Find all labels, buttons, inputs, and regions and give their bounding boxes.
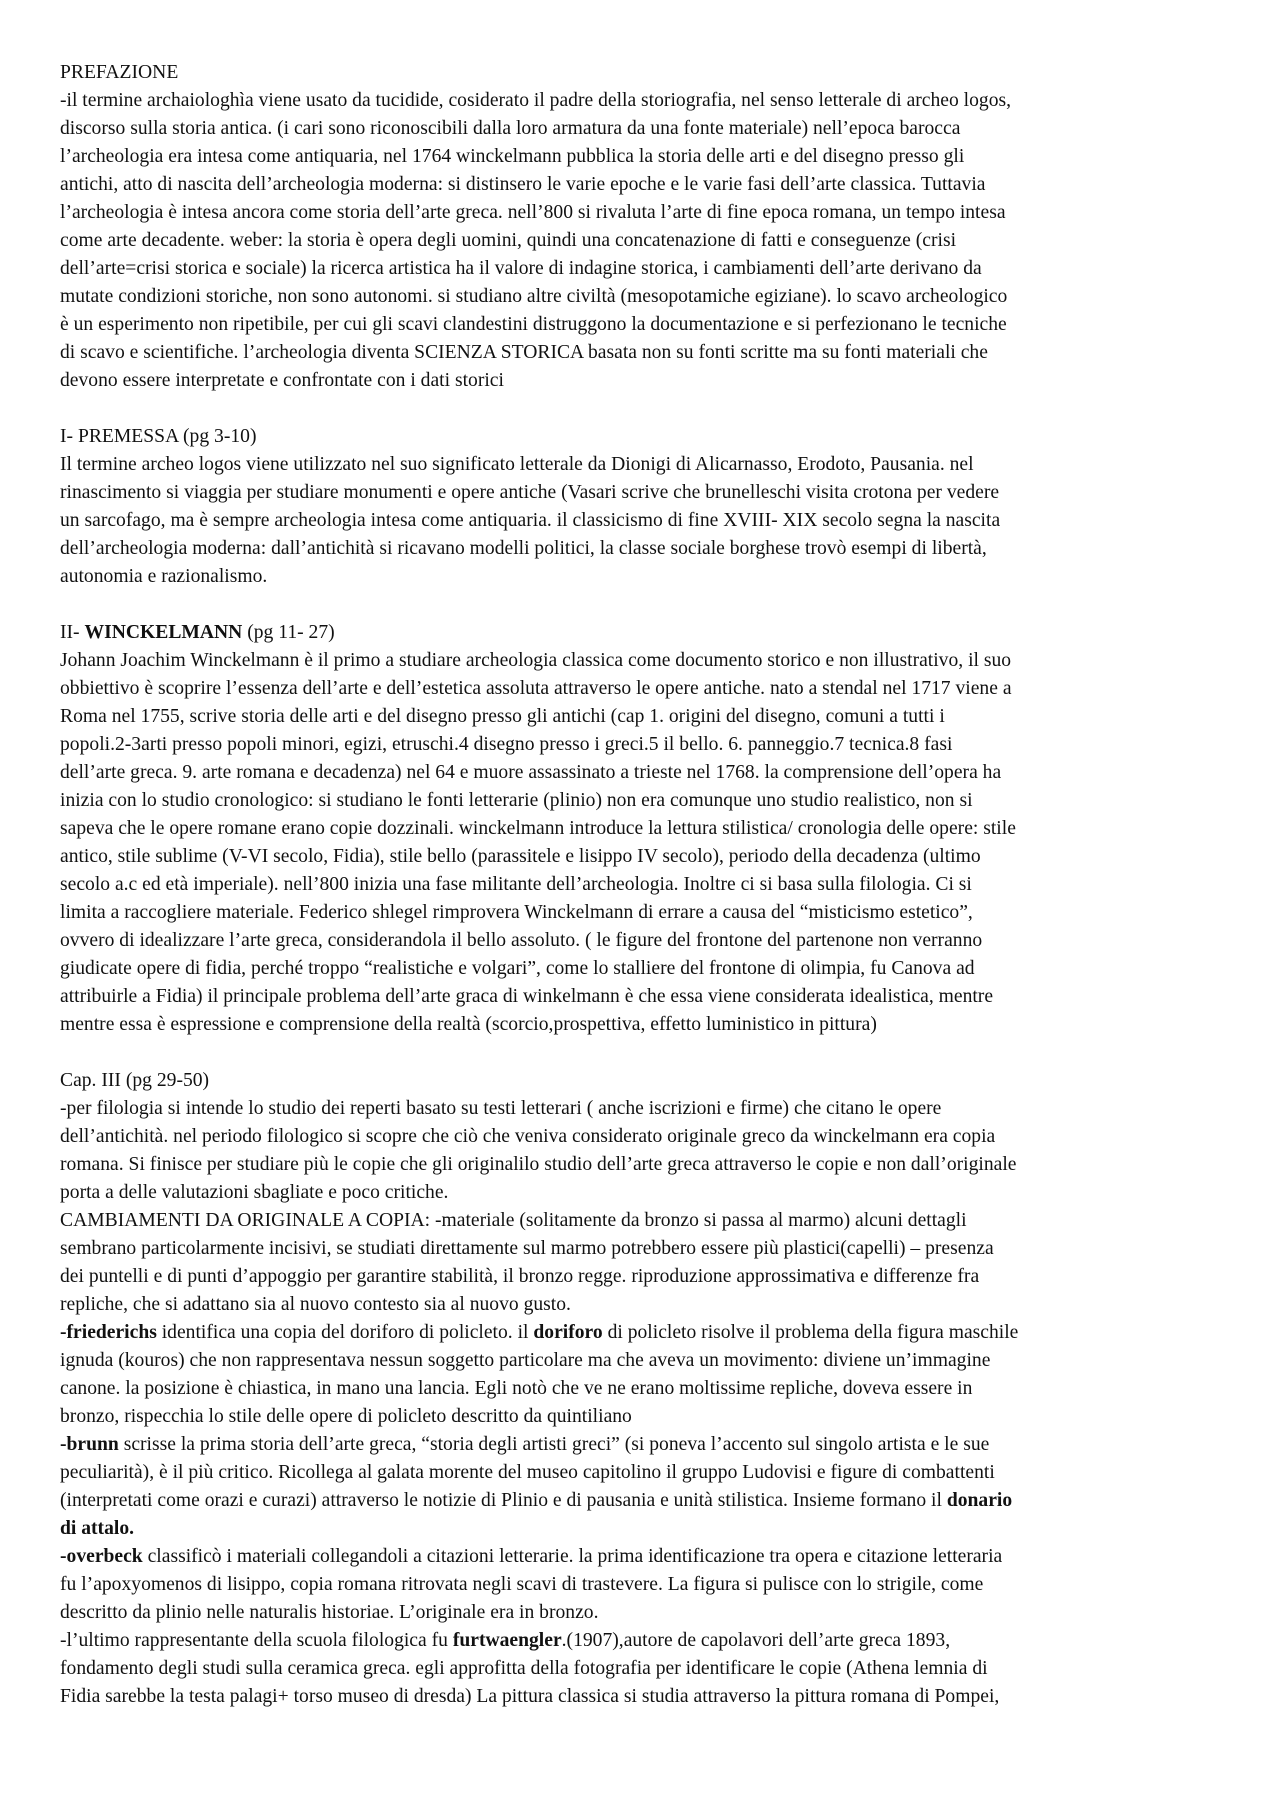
section-winckelmann (60, 619, 1230, 1039)
text-line: come arte decadente. weber: la storia è opera degli uomini, quindi una concatenazione di fatti e conseguenze (crisi (60, 230, 957, 251)
text-line-furtwaengler (60, 1627, 1230, 1655)
heading-suffix: (pg 11- 27) (242, 622, 335, 643)
text-line: fu l’apoxyomenos di lisippo, copia romana ritrovata negli scavi di trastevere. La figura si pulisce con lo strigile, come (60, 1574, 984, 1595)
text-line: ovvero di idealizzare l’arte greca, considerandola il bello assoluto. ( le figure del frontone del partenone non verranno (60, 930, 983, 951)
section-heading: PREFAZIONE (60, 62, 179, 83)
text-line: bronzo, rispecchia lo stile delle opere di policleto descritto da quintiliano (60, 1406, 632, 1427)
text-segment: (interpretati come orazi e curazi) attraverso le notizie di Plinio e di pausania e unità stilistica. Insieme formano il (60, 1490, 947, 1511)
heading-bold-name: WINCKELMANN (84, 622, 243, 643)
text-line: Roma nel 1755, scrive storia delle arti e del disegno presso gli antichi (cap 1. origini del disegno, comuni a tutti i (60, 706, 945, 727)
text-segment: scrisse la prima storia dell’arte greca, “storia degli artisti greci” (si poneva l’accento sul singolo artista e le sue (118, 1434, 990, 1455)
text-line: rinascimento si viaggia per studiare monumenti e opere antiche (Vasari scrive che brunelleschi visita crotona per vedere (60, 482, 1000, 503)
text-line: -il termine archaiologhìa viene usato da tucidide, cosiderato il padre della storiografia, nel senso letterale di archeo logos, (60, 90, 1012, 111)
text-line: autonomia e razionalismo. (60, 566, 268, 587)
text-line: dei puntelli e di punti d’appoggio per garantire stabilità, il bronzo regge. riproduzione approssimativa e differenze fra (60, 1266, 980, 1287)
text-segment: classificò i materiali collegandoli a citazioni letterarie. la prima identificazione tra opera e citazione letteraria (142, 1546, 1003, 1567)
text-segment: identifica una copia del doriforo di policleto. il (156, 1322, 534, 1343)
text-line: antichi, atto di nascita dell’archeologia moderna: si distinsero le varie epoche e le varie fasi dell’arte classica. Tuttavia (60, 174, 986, 195)
section-heading: Cap. III (pg 29-50) (60, 1070, 210, 1091)
text-line: inizia con lo studio cronologico: si studiano le fonti letterarie (plinio) non era comunque uno studio realistico, non si (60, 790, 973, 811)
text-line: giudicate opere di fidia, perché troppo “realistiche e volgari”, come lo stalliere del frontone di olimpia, fu Canova ad (60, 958, 975, 979)
heading-prefix: II- (60, 622, 85, 643)
text-line: mentre essa è espressione e comprensione della realtà (scorcio,prospettiva, effetto luministico in pittura) (60, 1014, 877, 1035)
text-line: romana. Si finisce per studiare più le copie che gli originalilo studio dell’arte greca attraverso le copie e non dall’originale (60, 1154, 1017, 1175)
text-line: discorso sulla storia antica. (i cari sono riconoscibili dalla loro armatura da una fonte materiale) nell’epoca barocca (60, 118, 961, 139)
text-line: dell’arte=crisi storica e sociale) la ricerca artistica ha il valore di indagine storica, i cambiamenti dell’arte derivano da (60, 258, 982, 279)
paragraph-gap (60, 1039, 1230, 1067)
bold-term: di attalo. (60, 1518, 135, 1539)
bold-term: furtwaengler (452, 1630, 562, 1651)
text-line: porta a delle valutazioni sbagliate e poco critiche. (60, 1182, 449, 1203)
text-line: devono essere interpretate e confrontate con i dati storici (60, 370, 504, 391)
text-line: CAMBIAMENTI DA ORIGINALE A COPIA: -materiale (solitamente da bronzo si passa al marmo) alcuni dettagli (60, 1210, 967, 1231)
document-page (60, 59, 1230, 1711)
text-line (60, 1515, 1230, 1543)
text-line: di scavo e scientifiche. l’archeologia diventa SCIENZA STORICA basata non su fonti scritte ma su fonti materiali che (60, 342, 988, 363)
text-line: Il termine archeo logos viene utilizzato nel suo significato letterale da Dionigi di Alicarnasso, Erodoto, Pausania. nel (60, 454, 974, 475)
text-line: dell’arte greca. 9. arte romana e decadenza) nel 64 e muore assassinato a trieste nel 1768. la comprensione dell’opera ha (60, 762, 1002, 783)
text-line: Fidia sarebbe la testa palagi+ torso museo di dresda) La pittura classica si studia attraverso la pittura romana di Pompei, (60, 1686, 1000, 1707)
section-heading (60, 619, 1230, 647)
bold-term: doriforo (533, 1322, 603, 1343)
section-cap-3 (60, 1067, 1230, 1711)
text-line: canone. la posizione è chiastica, in mano una lancia. Egli notò che ve ne erano moltissime repliche, doveva essere in (60, 1378, 973, 1399)
text-line: attribuirle a Fidia) il principale problema dell’arte graca di winkelmann è che essa viene considerata idealistica, mentre (60, 986, 994, 1007)
text-segment: di policleto risolve il problema della figura maschile (602, 1322, 1019, 1343)
text-line: antico, stile sublime (V-VI secolo, Fidia), stile bello (parassitele e lisippo IV secolo), periodo della decadenza (ultimo (60, 846, 981, 867)
text-line: sembrano particolarmente incisivi, se studiati direttamente sul marmo potrebbero essere più plastici(capelli) – presenza (60, 1238, 994, 1259)
text-line: peculiarità), è il più critico. Ricollega al galata morente del museo capitolino il gruppo Ludovisi e figure di combattenti (60, 1462, 995, 1483)
text-line-friederichs (60, 1319, 1230, 1347)
bold-term: -friederichs (60, 1322, 157, 1343)
text-line: obbiettivo è scoprire l’essenza dell’arte e dell’estetica assoluta attraverso le opere antiche. nato a stendal nel 1717 viene a (60, 678, 1012, 699)
text-segment: -l’ultimo rappresentante della scuola filologica fu (60, 1630, 453, 1651)
text-line: repliche, che si adattano sia al nuovo contesto sia al nuovo gusto. (60, 1294, 571, 1315)
paragraph-gap (60, 591, 1230, 619)
text-line: mutate condizioni storiche, non sono autonomi. si studiano altre civiltà (mesopotamiche egiziane). lo scavo archeologico (60, 286, 1008, 307)
text-line-brunn (60, 1431, 1230, 1459)
text-segment: .(1907),autore de capolavori dell’arte greca 1893, (561, 1630, 951, 1651)
bold-term: -overbeck (60, 1546, 143, 1567)
section-heading: I- PREMESSA (pg 3-10) (60, 426, 257, 447)
text-line: secolo a.c ed età imperiale). nell’800 inizia una fase militante dell’archeologia. Inoltre ci si basa sulla filologia. Ci si (60, 874, 972, 895)
text-line: Johann Joachim Winckelmann è il primo a studiare archeologia classica come documento storico e non illustrativo, il suo (60, 650, 1012, 671)
bold-term: -brunn (60, 1434, 119, 1455)
text-line: dell’antichità. nel periodo filologico si scopre che ciò che veniva considerato originale greco da winckelmann era copia (60, 1126, 996, 1147)
section-prefazione (60, 59, 1230, 395)
text-line: fondamento degli studi sulla ceramica greca. egli approfitta della fotografia per identificare le copie (Athena lemnia di (60, 1658, 988, 1679)
paragraph-gap (60, 395, 1230, 423)
text-line (60, 1487, 1230, 1515)
text-line-overbeck (60, 1543, 1230, 1571)
text-line: descritto da plinio nelle naturalis historiae. L’originale era in bronzo. (60, 1602, 599, 1623)
text-line: popoli.2-3arti presso popoli minori, egizi, etruschi.4 disegno presso i greci.5 il bello. 6. panneggio.7 tecnica.8 fasi (60, 734, 953, 755)
text-line: l’archeologia è intesa ancora come storia dell’arte greca. nell’800 si rivaluta l’arte di fine epoca romana, un tempo intesa (60, 202, 1006, 223)
text-line: è un esperimento non ripetibile, per cui gli scavi clandestini distruggono la documentazione e si perfezionano le tecniche (60, 314, 1007, 335)
text-line: dell’archeologia moderna: dall’antichità si ricavano modelli politici, la classe sociale borghese trovò esempi di libertà, (60, 538, 987, 559)
text-line: -per filologia si intende lo studio dei reperti basato su testi letterari ( anche iscrizioni e firme) che citano le opere (60, 1098, 942, 1119)
section-premessa (60, 423, 1230, 591)
text-line: sapeva che le opere romane erano copie dozzinali. winckelmann introduce la lettura stilistica/ cronologia delle opere: stile (60, 818, 1016, 839)
text-line: l’archeologia era intesa come antiquaria, nel 1764 winckelmann pubblica la storia delle arti e del disegno presso gli (60, 146, 965, 167)
text-line: ignuda (kouros) che non rappresentava nessun soggetto particolare ma che aveva un movimento: diviene un’immagine (60, 1350, 991, 1371)
bold-term: donario (946, 1490, 1013, 1511)
text-line: un sarcofago, ma è sempre archeologia intesa come antiquaria. il classicismo di fine XVIII- XIX secolo segna la nascita (60, 510, 1001, 531)
text-line: limita a raccogliere materiale. Federico shlegel rimprovera Winckelmann di errare a causa del “misticismo estetico”, (60, 902, 973, 923)
